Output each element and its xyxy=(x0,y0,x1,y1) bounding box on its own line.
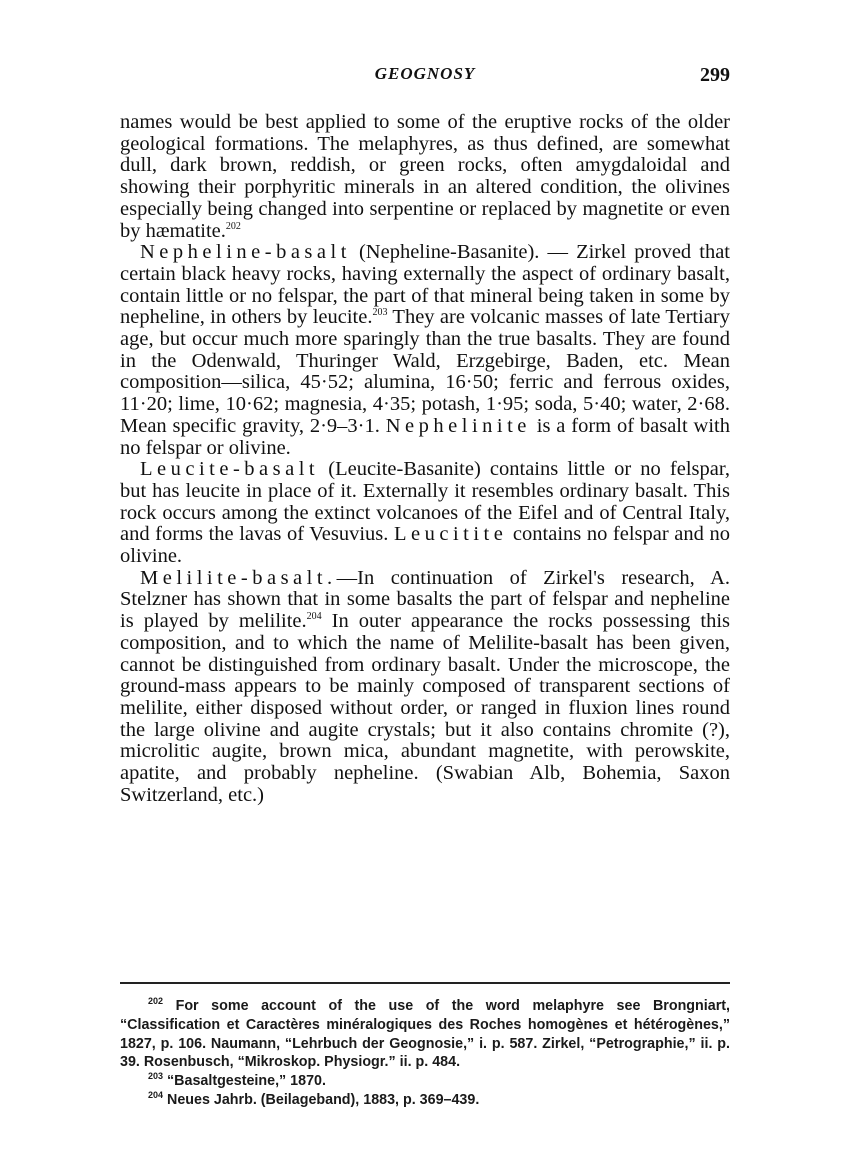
footnote-203: $^{203}$ “Basaltgesteine,” 1870. xyxy=(148,1071,326,1090)
footnote-204: $^{204}$ Neues Jahrb. (Beilageband), 1883, p. 369–439. xyxy=(148,1089,480,1108)
footnote-number: 204 xyxy=(148,1089,164,1100)
paragraph-nepheline-basalt: Nepheline-basalt (Nepheline-Basanite). — Zirkel proved that certain black heavy rocks, having externally the aspect of ordinary basalt, contain little or no felspar, the part of that mineral being taken in some by nepheline, in others by leucite.$^{203}$ They are volcanic masses of late Tertiary age, but occur much more sparingly than the true basalts. They are found in the Odenwald, Thuringer Wald, Erzgebirge, Baden, etc. Mean composition—silica, 45·52; alumina, 16·50; ferric and ferrous oxides, 11·20; lime, 10·62; magnesia, 4·35; potash, 1·95; soda, 5·40; water, 2·68. Mean specific gravity, 2·9–3·1. Nephelinite is a form of basalt with no felspar or olivine. xyxy=(120,241,730,459)
footnotes xyxy=(120,997,730,1110)
term-leucite-basalt: Leucite-basalt xyxy=(140,458,320,481)
term-nepheline-basalt: Nepheline-basalt xyxy=(140,241,351,264)
footnote-number: 202 xyxy=(148,996,164,1006)
footnote-ref-204: 204 xyxy=(306,611,322,623)
body-text xyxy=(120,112,730,807)
footnote-ref-203: 203 xyxy=(372,307,388,319)
footnote-202: $^{202}$ For some account of the use of the word melaphyre see Brongniart, “Classification et Caractères minéralogiques des Roches homogènes et hétérogènes,” 1827, p. 106. Naumann, “Lehrbuch der Geognosie,” i. p. 587. Zirkel, “Petrographie,” ii. p. 39. Rosenbusch, “Mikroskop. Physiogr.” ii. p. 484. xyxy=(120,996,730,1071)
page-number: 299 xyxy=(700,64,730,86)
running-title: GEOGNOSY xyxy=(374,64,476,83)
term-melilite-basalt: Melilite-basalt. xyxy=(140,566,337,589)
footnote-ref-202: 202 xyxy=(225,220,241,232)
running-head xyxy=(120,64,730,94)
term-leucitite: Leucitite xyxy=(393,523,508,546)
footnote-divider xyxy=(120,982,730,984)
paragraph-leucite-basalt: Leucite-basalt (Leucite-Basanite) contains little or no felspar, but has leucite in place of it. Externally it resembles ordinary basalt. This rock occurs among the extinct volcanoes of the Eifel and of Central Italy, and forms the lavas of Vesuvius. Leucitite contains no felspar and no olivine. xyxy=(120,458,730,568)
paragraph-melilite-basalt: Melilite-basalt.—In continuation of Zirkel's research, A. Stelzner has shown that in some basalts the part of felspar and nepheline is played by melilite.$^{204}$ In outer appearance the rocks possessing this composition, and to which the name of Melilite-basalt has been given, cannot be distinguished from ordinary basalt. Under the microscope, the ground-mass appears to be mainly composed of transparent sections of melilite, either disposed without order, or ranged in fluxion lines round the large olivine and augite crystals; but it also contains chromite (?), microlitic augite, brown mica, abundant magnetite, with perowskite, apatite, and probably nepheline. (Swabian Alb, Bohemia, Saxon Switzerland, etc.) xyxy=(120,566,730,806)
paragraph-melaphyre: names would be best applied to some of the eruptive rocks of the older geological formations. The melaphyres, as thus defined, are somewhat dull, dark brown, reddish, or green rocks, often amygdaloidal and showing their porphyritic minerals in an altered condition, the olivines especially being changed into serpentine or replaced by magnetite or even by hæmatite.$^{202}$ xyxy=(120,111,730,242)
term-nephelinite: Nephelinite xyxy=(385,414,531,437)
footnote-number: 203 xyxy=(148,1071,164,1082)
